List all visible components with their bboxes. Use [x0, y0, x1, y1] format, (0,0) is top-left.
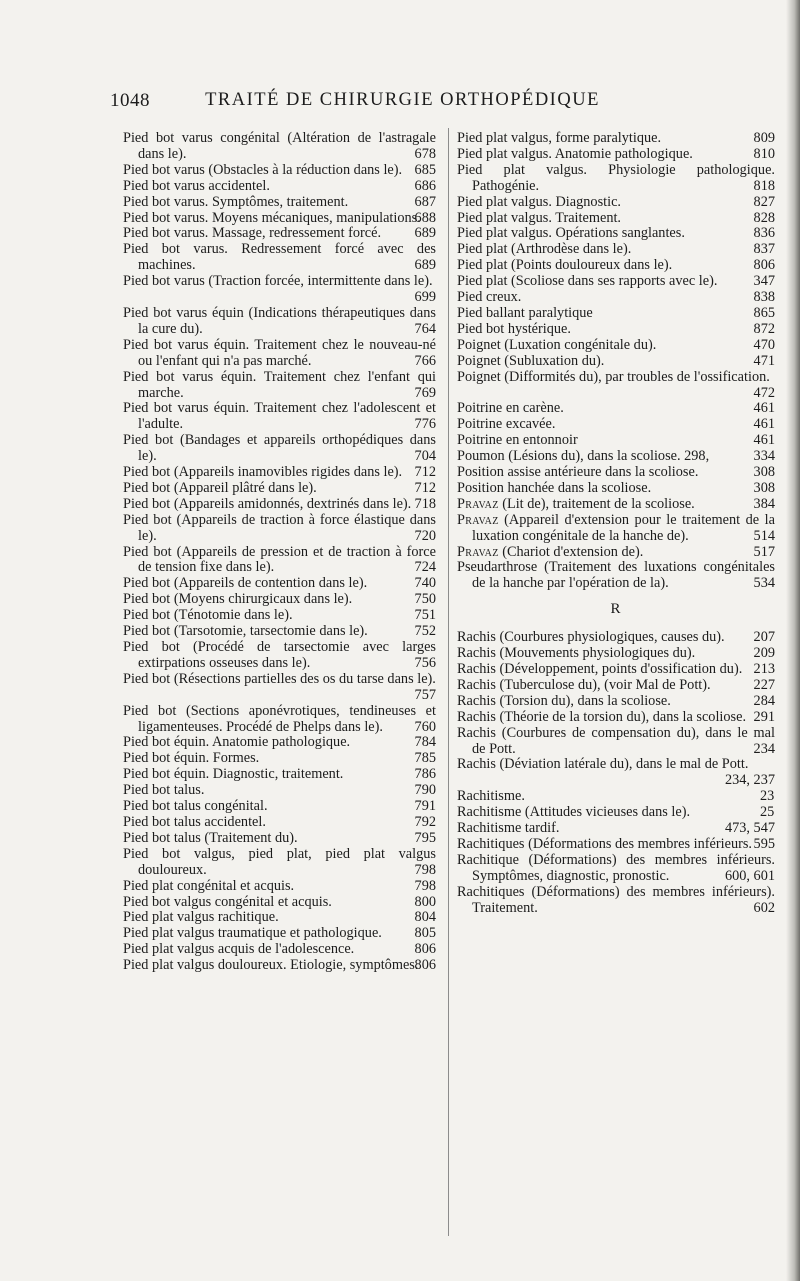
index-page-ref: 798: [414, 877, 436, 894]
index-entry: [123, 751, 436, 767]
index-entry: [123, 783, 436, 799]
index-entry: [123, 401, 436, 433]
index-entry: [457, 497, 775, 513]
index-entry: [123, 799, 436, 815]
index-entry-text: Poumon (Lésions du), dans la scoliose. 298,: [457, 448, 710, 465]
index-entry: [123, 370, 436, 402]
index-entry-text: Rachitisme tardif.: [457, 820, 560, 837]
index-entry: [457, 131, 775, 147]
index-page-ref: 806: [414, 941, 436, 958]
index-page-ref: 472: [753, 384, 775, 401]
index-entry: [457, 694, 775, 710]
index-page-ref: 800: [414, 893, 436, 910]
index-page-ref: 795: [414, 829, 436, 846]
index-entry: [457, 726, 775, 758]
index-column-right: [457, 131, 775, 917]
index-entry-text: Pied bot talus accidentel.: [123, 813, 266, 830]
index-entry: [123, 513, 436, 545]
index-entry-text: Pied bot varus accidentel.: [123, 177, 270, 194]
index-entry: [123, 958, 436, 974]
index-entry: [457, 258, 775, 274]
index-entry: [123, 576, 436, 592]
index-entry-text: Pied plat (Points douloureux dans le).: [457, 257, 673, 274]
index-page-ref: 806: [414, 957, 436, 974]
index-entry-text: Pied bot valgus congénital et acquis.: [123, 893, 332, 910]
index-entry: [457, 226, 775, 242]
index-entry: [457, 710, 775, 726]
index-entry: [123, 163, 436, 179]
index-page-ref: 689: [414, 257, 436, 274]
index-page-ref: 207: [753, 629, 775, 646]
index-entry: [457, 545, 775, 561]
index-entry: [123, 608, 436, 624]
page-edge-shadow: [786, 0, 800, 1281]
index-entry: [123, 815, 436, 831]
index-entry-text: Pied plat valgus. Anatomie pathologique.: [457, 145, 693, 162]
index-entry-text: Pseudarthrose (Traitement des luxations congénitales de la hanche par l'opération de la).: [457, 559, 775, 592]
index-page-ref: 828: [753, 209, 775, 226]
index-entry-text: Rachis (Courbures de compensation du), dans le mal de Pott.: [457, 724, 775, 757]
running-head: [110, 90, 695, 118]
index-entry-text: Rachis (Développement, points d'ossification du).: [457, 661, 743, 677]
index-entry: [457, 242, 775, 258]
index-section-letter: R: [610, 601, 622, 618]
index-entry-text: Pied bot varus congénital (Altération de l'astragale dans le).: [123, 130, 436, 162]
index-entry: [123, 672, 436, 704]
index-entry-text: Rachitiques (Déformations des membres inférieurs.: [457, 835, 752, 852]
index-entry: [123, 179, 436, 195]
index-entry: [457, 481, 775, 497]
index-page-ref: 291: [753, 708, 775, 725]
index-entry-text: Pied bot talus (Traitement du).: [123, 829, 298, 846]
index-page-ref: 836: [753, 225, 775, 242]
index-entry-text: Pied bot varus équin. Traitement chez le nouveau-né ou l'enfant qui n'a pas marché.: [123, 336, 436, 369]
index-entry-text: Pied bot talus.: [123, 782, 205, 799]
index-entry-text: Pied ballant paralytique: [457, 304, 593, 321]
index-entry: [123, 735, 436, 751]
index-entry-text: Pied bot varus. Massage, redressement forcé.: [123, 225, 382, 242]
index-entry-text: Pied plat (Scoliose dans ses rapports avec le).: [457, 273, 718, 290]
index-entry-text: Pied bot équin. Formes.: [123, 750, 260, 767]
index-entry-text: Pied plat valgus, forme paralytique.: [457, 130, 662, 146]
index-page-ref: 534: [753, 575, 775, 592]
index-entry: [123, 131, 436, 163]
index-entry-text: Pied bot (Tarsotomie, tarsectomie dans le).: [123, 623, 368, 640]
index-entry-text: Pied plat valgus acquis de l'adolescence.: [123, 941, 355, 958]
index-entry-text: Pied bot varus (Traction forcée, intermittente dans le).: [123, 273, 433, 290]
index-entry-text: Pied bot talus congénital.: [123, 798, 268, 815]
index-entry: [123, 306, 436, 338]
index-entry: [123, 242, 436, 274]
page-number: 1048: [110, 90, 150, 111]
index-page-ref: 750: [414, 591, 436, 608]
index-entry: [457, 789, 775, 805]
index-entry: [123, 624, 436, 640]
index-entry-text: Poignet (Luxation congénitale du).: [457, 336, 657, 353]
index-entry-text: Pied bot (Appareil plâtré dans le).: [123, 479, 317, 496]
index-entry-text: Pied bot équin. Diagnostic, traitement.: [123, 766, 344, 783]
index-entry: [123, 274, 436, 306]
index-page-ref: 790: [414, 782, 436, 799]
index-entry-text: Pied bot varus. Moyens mécaniques, manipulations.: [123, 209, 421, 226]
index-entry: [123, 338, 436, 370]
index-entry-text: Pied bot (Résections partielles des os du tarse dans le).: [123, 670, 436, 687]
index-page-ref: 838: [753, 289, 775, 306]
index-page-ref: 461: [753, 432, 775, 449]
index-page-ref: 461: [753, 416, 775, 433]
index-entry: [457, 354, 775, 370]
index-entry-text: Rachitiques (Déformations) des membres inférieurs). Traitement.: [457, 883, 775, 916]
index-entry: [457, 417, 775, 433]
index-entry: [123, 926, 436, 942]
index-page-ref: 685: [414, 161, 436, 178]
index-page-ref: 347: [753, 273, 775, 290]
index-page-ref: 764: [414, 320, 436, 337]
index-page-ref: 837: [753, 241, 775, 258]
index-entry: [457, 433, 775, 449]
index-entry: [123, 767, 436, 783]
index-entry: [457, 147, 775, 163]
index-entry-text: Pied bot (Appareils de traction à force élastique dans le).: [123, 511, 436, 544]
index-entry-text: Pied creux.: [457, 289, 522, 306]
index-entry-text: Poitrine excavée.: [457, 416, 556, 433]
index-page-ref: 798: [414, 861, 436, 878]
index-entry-text: Pied plat valgus. Physiologie pathologique. Pathogénie.: [457, 161, 775, 194]
index-page-ref: 872: [753, 320, 775, 337]
index-entry: [457, 560, 775, 592]
index-page-ref: 602: [753, 899, 775, 916]
index-page-ref: 724: [414, 559, 436, 576]
index-entry: [457, 662, 775, 678]
index-page-ref: 760: [414, 718, 436, 735]
index-page-ref: 785: [414, 750, 436, 767]
index-page-ref: 25: [760, 804, 775, 821]
index-page-ref: 234: [753, 740, 775, 757]
index-page-ref: 784: [414, 734, 436, 751]
index-entry-text: Pravaz (Appareil d'extension pour le traitement de la luxation congénitale de la hanche de).: [457, 511, 775, 544]
index-page-ref: 810: [753, 145, 775, 162]
index-page-ref: 769: [414, 384, 436, 401]
index-entry-text: Pied plat (Arthrodèse dans le).: [457, 241, 632, 258]
index-page-ref: 678: [414, 145, 436, 162]
index-page-ref: 756: [414, 654, 436, 671]
index-page-ref: 461: [753, 400, 775, 417]
index-page-ref: 334: [753, 448, 775, 465]
index-page-ref: 712: [414, 479, 436, 496]
index-entry: [457, 290, 775, 306]
index-entry-text: Pied bot (Appareils de contention dans le).: [123, 575, 368, 592]
index-page-ref: 23: [760, 788, 775, 805]
index-entry: [123, 704, 436, 736]
index-entry: [123, 592, 436, 608]
index-page-ref: 470: [753, 336, 775, 353]
index-entry: [457, 805, 775, 821]
index-page-ref: 757: [414, 686, 436, 703]
index-entry: [457, 885, 775, 917]
index-page-ref: 384: [753, 495, 775, 512]
index-entry: [123, 545, 436, 577]
index-entry: [457, 837, 775, 853]
index-entry-text: Rachis (Tuberculose du), (voir Mal de Pott).: [457, 676, 711, 693]
index-entry: [457, 853, 775, 885]
index-entry: [457, 163, 775, 195]
index-entry-text: Poitrine en entonnoir: [457, 432, 578, 449]
index-entry-text: Pied bot varus équin. Traitement chez l'adolescent et l'adulte.: [123, 400, 436, 433]
index-entry: [123, 497, 436, 513]
index-page-ref: 720: [414, 527, 436, 544]
index-page-ref: 776: [414, 416, 436, 433]
index-page-ref: 766: [414, 352, 436, 369]
index-entry: [123, 226, 436, 242]
index-page-ref: 213: [753, 661, 775, 677]
index-entry-text: Rachis (Théorie de la torsion du), dans la scoliose.: [457, 708, 747, 725]
index-entry-text: Pied bot (Sections aponévrotiques, tendineuses et ligamenteuses. Procédé de Phelps dans le).: [123, 702, 436, 735]
index-page-ref: 718: [414, 495, 436, 512]
index-entry-text: Position hanchée dans la scoliose.: [457, 479, 652, 496]
index-entry-text: Poignet (Difformités du), par troubles de l'ossification.: [457, 368, 770, 385]
index-entry: [123, 910, 436, 926]
index-entry-text: Pied plat valgus. Traitement.: [457, 209, 622, 226]
index-entry: [123, 831, 436, 847]
index-entry: [457, 370, 775, 402]
index-page-ref: 688: [414, 209, 436, 226]
index-entry: [457, 757, 775, 789]
index-entry: [123, 879, 436, 895]
index-entry-text: Pied bot varus (Obstacles à la réduction dans le).: [123, 161, 403, 178]
index-entry-text: Pied bot varus. Symptômes, traitement.: [123, 193, 349, 210]
index-entry-text: Pied bot équin. Anatomie pathologique.: [123, 734, 351, 751]
index-page-ref: 704: [414, 448, 436, 465]
index-page-ref: 600, 601: [724, 867, 775, 884]
index-entry: [457, 646, 775, 662]
index-page-ref: 595: [753, 835, 775, 852]
index-page-ref: 740: [414, 575, 436, 592]
index-entry: [123, 640, 436, 672]
index-entry: [457, 306, 775, 322]
index-entry: [457, 274, 775, 290]
index-column-left: [123, 131, 436, 974]
index-page-ref: 473, 547: [724, 820, 775, 837]
index-entry-text: Rachitisme.: [457, 788, 525, 805]
index-page-ref: 227: [753, 676, 775, 693]
index-entry-text: Pied bot (Appareils amidonnés, dextrinés dans le).: [123, 495, 412, 512]
index-page-ref: 806: [753, 257, 775, 274]
index-page-ref: 865: [753, 304, 775, 321]
index-page-ref: 284: [753, 692, 775, 709]
index-page-ref: 471: [753, 352, 775, 369]
index-page-ref: 805: [414, 925, 436, 942]
index-entry-text: Pied plat valgus rachitique.: [123, 909, 279, 926]
index-entry: [123, 942, 436, 958]
index-page-ref: 699: [414, 289, 436, 306]
index-entry: [457, 338, 775, 354]
index-entry-text: Pied bot varus équin (Indications thérapeutiques dans la cure du).: [123, 304, 436, 337]
index-page-ref: 234, 237: [724, 772, 775, 789]
column-divider: [448, 128, 449, 1236]
index-entry: [123, 465, 436, 481]
index-page-ref: 517: [753, 543, 775, 560]
index-page-ref: 827: [753, 193, 775, 210]
index-page-ref: 308: [753, 479, 775, 496]
running-title: TRAITÉ DE CHIRURGIE ORTHOPÉDIQUE: [205, 90, 600, 110]
index-entry: [457, 401, 775, 417]
index-entry: [457, 195, 775, 211]
index-entry: [457, 465, 775, 481]
index-page-ref: 791: [414, 798, 436, 815]
index-entry: [457, 821, 775, 837]
index-entry: [123, 433, 436, 465]
index-entry-text: Pied bot (Appareils inamovibles rigides dans le).: [123, 464, 403, 481]
index-entry-text: Pravaz (Chariot d'extension de).: [457, 543, 644, 560]
index-entry: [123, 195, 436, 211]
index-entry-text: Pied bot varus. Redressement forcé avec des machines.: [123, 241, 436, 274]
index-entry-text: Rachis (Mouvements physiologiques du).: [457, 645, 696, 662]
index-page-ref: 712: [414, 464, 436, 481]
index-entry-text: Pied plat valgus. Diagnostic.: [457, 193, 621, 210]
index-entry-text: Pied plat valgus. Opérations sanglantes.: [457, 225, 685, 242]
index-entry-text: Pied plat valgus traumatique et pathologique.: [123, 925, 382, 942]
index-page-ref: 818: [753, 177, 775, 194]
index-page-ref: 752: [414, 623, 436, 640]
index-entry-text: Rachis (Déviation latérale du), dans le mal de Pott.: [457, 756, 749, 773]
index-entry-text: Pravaz (Lit de), traitement de la scoliose.: [457, 495, 695, 512]
index-entry-text: Poignet (Subluxation du).: [457, 352, 605, 369]
index-entry-text: Pied bot valgus, pied plat, pied plat valgus douloureux.: [123, 845, 436, 878]
index-entry: [457, 211, 775, 227]
index-page-ref: 804: [414, 909, 436, 926]
index-entry-text: Pied bot varus équin. Traitement chez l'enfant qui marche.: [123, 368, 436, 401]
index-entry: [123, 847, 436, 879]
index-entry: [457, 678, 775, 694]
index-entry-text: Rachitique (Déformations) des membres inférieurs. Symptômes, diagnostic, pronostic.: [457, 851, 775, 884]
index-page-ref: 809: [753, 130, 775, 146]
index-page-ref: 308: [753, 464, 775, 481]
index-page-ref: 751: [414, 607, 436, 624]
index-entry: [457, 630, 775, 646]
index-entry: [123, 211, 436, 227]
index-page-ref: 689: [414, 225, 436, 242]
index-entry-text: Rachis (Torsion du), dans la scoliose.: [457, 692, 671, 709]
index-entry-text: Poitrine en carène.: [457, 400, 564, 417]
index-entry: [123, 895, 436, 911]
index-entry: [457, 513, 775, 545]
index-page-ref: 514: [753, 527, 775, 544]
index-entry-text: Pied plat congénital et acquis.: [123, 877, 295, 894]
index-entry: [457, 322, 775, 338]
index-entry-text: Pied bot (Ténotomie dans le).: [123, 607, 293, 624]
index-page-ref: 792: [414, 813, 436, 830]
index-entry-text: Rachis (Courbures physiologiques, causes du).: [457, 629, 725, 646]
index-page-ref: 687: [414, 193, 436, 210]
index-page-ref: 786: [414, 766, 436, 783]
index-entry-text: Pied bot (Procédé de tarsectomie avec larges extirpations osseuses dans le).: [123, 639, 436, 671]
index-entry-text: Pied bot (Moyens chirurgicaux dans le).: [123, 591, 353, 608]
index-entry-text: Pied bot hystérique.: [457, 320, 571, 337]
index-entry: [457, 449, 775, 465]
index-entry-text: Pied bot (Bandages et appareils orthopédiques dans le).: [123, 432, 436, 465]
index-entry-text: Rachitisme (Attitudes vicieuses dans le).: [457, 804, 691, 821]
index-entry: [123, 481, 436, 497]
index-entry-text: Pied bot (Appareils de pression et de traction à force de tension fixe dans le).: [123, 543, 436, 576]
index-entry-text: Position assise antérieure dans la scoliose.: [457, 464, 699, 481]
index-entry-text: Pied plat valgus douloureux. Etiologie, symptômes.: [123, 957, 419, 974]
index-page-ref: 209: [753, 645, 775, 662]
index-page-ref: 686: [414, 177, 436, 194]
